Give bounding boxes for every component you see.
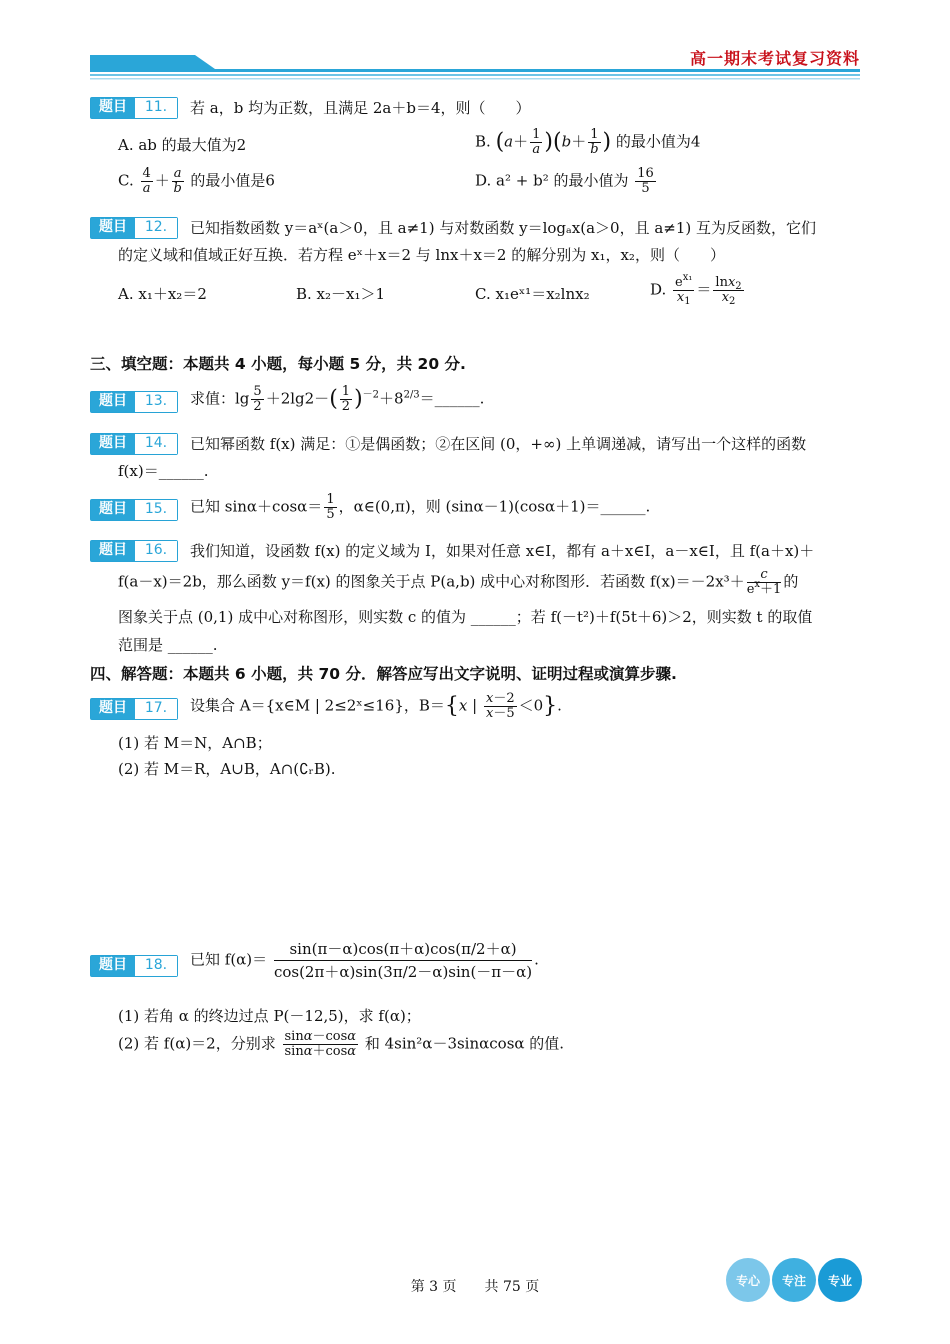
tag-number: 17. — [135, 699, 177, 719]
question-tag-11 — [90, 97, 178, 119]
q18-denominator: cos(2π＋α)sin(3π/2－α)sin(－π－α) — [273, 963, 533, 981]
header-banner — [90, 55, 860, 83]
q12-option-c: C. x₁eˣ¹＝x₂lnx₂ — [475, 285, 590, 303]
q12-line-2: 的定义域和值域正好互换．若方程 eˣ＋x＝2 与 lnx＋x＝2 的解分别为 x₁，x₂，则（ ） — [118, 246, 725, 264]
q11-option-d: D. a² + b² 的最小值为 $\frac{16}{5}$ — [475, 166, 654, 196]
q17-stem: 设集合 A＝{x∈M | 2≤2ˣ≤16}，B＝{x | $\frac{x-2}{x-5}$ ＜0}. — [190, 691, 562, 721]
tag-number: 13. — [135, 392, 177, 412]
q16-line-3: 图象关于点 (0,1) 成中心对称图形，则实数 c 的值为 ______；若 f(－t²)＋f(5t＋6)＞2，则实数 t 的取值 — [118, 608, 813, 626]
section-4-heading: 四、解答题：本题共 6 小题，共 70 分．解答应写出文字说明、证明过程或演算步骤. — [90, 665, 677, 683]
q11-option-b: B. (a＋ $\frac{1}{a}$ )(b＋ $\frac{1}{b}$ ) 的最小值为4 — [475, 127, 701, 157]
tag-number: 14. — [135, 434, 177, 454]
tag-label: 题目 — [91, 956, 135, 976]
q16-line-4: 范围是 ______. — [118, 636, 218, 654]
tag-label: 题目 — [91, 541, 135, 561]
tag-label: 题目 — [91, 98, 135, 118]
q12-option-b: B. x₂－x₁＞1 — [296, 285, 386, 303]
question-tag-15 — [90, 499, 178, 521]
tag-label: 题目 — [91, 500, 135, 520]
q18-part-1: (1) 若角 α 的终边过点 P(－12,5)，求 f(α)； — [118, 1007, 421, 1025]
header-title: 高一期末考试复习资料 — [689, 49, 860, 68]
badge-2: 专注 — [772, 1258, 816, 1302]
q18-part-2: (2) 若 f(α)＝2，分别求 $\frac{\sin\alpha-\cos\alpha}{\sin\alpha+\cos\alpha}$ 和 4sin²α－3sinαcosα 的值. — [118, 1029, 565, 1059]
q11-option-c: C. $\frac{4}{a}$ ＋ $\frac{a}{b}$ 的最小值是6 — [118, 166, 275, 196]
tag-label: 题目 — [91, 392, 135, 412]
question-tag-12 — [90, 217, 178, 239]
slogan-badges — [726, 1258, 862, 1302]
tag-label: 题目 — [91, 699, 135, 719]
q17-part-1: (1) 若 M＝N，A∩B； — [118, 734, 272, 752]
page-number: 第 3 页 共 75 页 — [410, 1279, 540, 1295]
question-tag-16 — [90, 540, 178, 562]
tag-number: 15. — [135, 500, 177, 520]
q17-part-2: (2) 若 M＝R，A∪B，A∩(∁ᵣB). — [118, 760, 336, 778]
tag-label: 题目 — [91, 434, 135, 454]
section-3-heading: 三、填空题：本题共 4 小题，每小题 5 分，共 20 分. — [90, 355, 466, 373]
q13-stem: 求值：lg $\frac{5}{2}$ ＋2lg2－( $\frac{1}{2}$ )$^{-2}+8^{2/3}=\_\_\_\_\_\_$. — [190, 384, 485, 414]
tag-number: 12. — [135, 218, 177, 238]
tag-label: 题目 — [91, 218, 135, 238]
badge-3: 专业 — [818, 1258, 862, 1302]
q18-stem: 已知 f(α)＝ $\frac{\sin(\pi-\alpha)\cos(\pi+\alpha)\cos(\pi/2+\alpha)}{\cos(2\pi+\alpha)\sin(3\pi/2-\alpha)\sin(-\pi-\alpha)}$ . — [190, 940, 539, 981]
q14-line-1: 已知幂函数 f(x) 满足：①是偶函数；②在区间 (0，+∞) 上单调递减，请写出一个这样的函数 — [190, 435, 807, 453]
question-tag-14 — [90, 433, 178, 455]
question-tag-17 — [90, 698, 178, 720]
q12-option-a: A. x₁＋x₂＝2 — [118, 285, 207, 303]
q16-line-2: f(a－x)＝2b，那么函数 y＝f(x) 的图象关于点 P(a,b) 成中心对称图形．若函数 f(x)＝－2x³＋ $\frac{c}{e^x+1}$ 的 — [118, 567, 799, 597]
q12-option-d: D. $\frac{e^{x_1}}{x_1}$ ＝ $\frac{\ln x_2}{x_2}$ — [650, 272, 742, 307]
q12-line-1: 已知指数函数 y＝aˣ(a＞0，且 a≠1) 与对数函数 y＝logₐx(a＞0，且 a≠1) 互为反函数，它们 — [190, 219, 817, 237]
q11-stem: 若 a，b 均为正数，且满足 2a＋b＝4，则（ ） — [190, 99, 531, 117]
q16-line-1: 我们知道，设函数 f(x) 的定义域为 I，如果对任意 x∈I，都有 a＋x∈I，a－x∈I，且 f(a＋x)＋ — [190, 542, 815, 560]
q14-line-2: f(x)＝______. — [118, 462, 209, 480]
question-tag-18 — [90, 955, 178, 977]
q11-option-a: A. ab 的最大值为2 — [118, 136, 247, 154]
tag-number: 16. — [135, 541, 177, 561]
tag-number: 18. — [135, 956, 177, 976]
question-tag-13 — [90, 391, 178, 413]
q18-numerator: sin(π－α)cos(π＋α)cos(π/2＋α) — [274, 938, 532, 961]
badge-1: 专心 — [726, 1258, 770, 1302]
tag-number: 11. — [135, 98, 177, 118]
q15-stem: 已知 sinα＋cosα＝ $\frac{1}{5}$ ，α∈(0,π)，则 (sinα－1)(cosα＋1)＝______. — [190, 492, 651, 522]
